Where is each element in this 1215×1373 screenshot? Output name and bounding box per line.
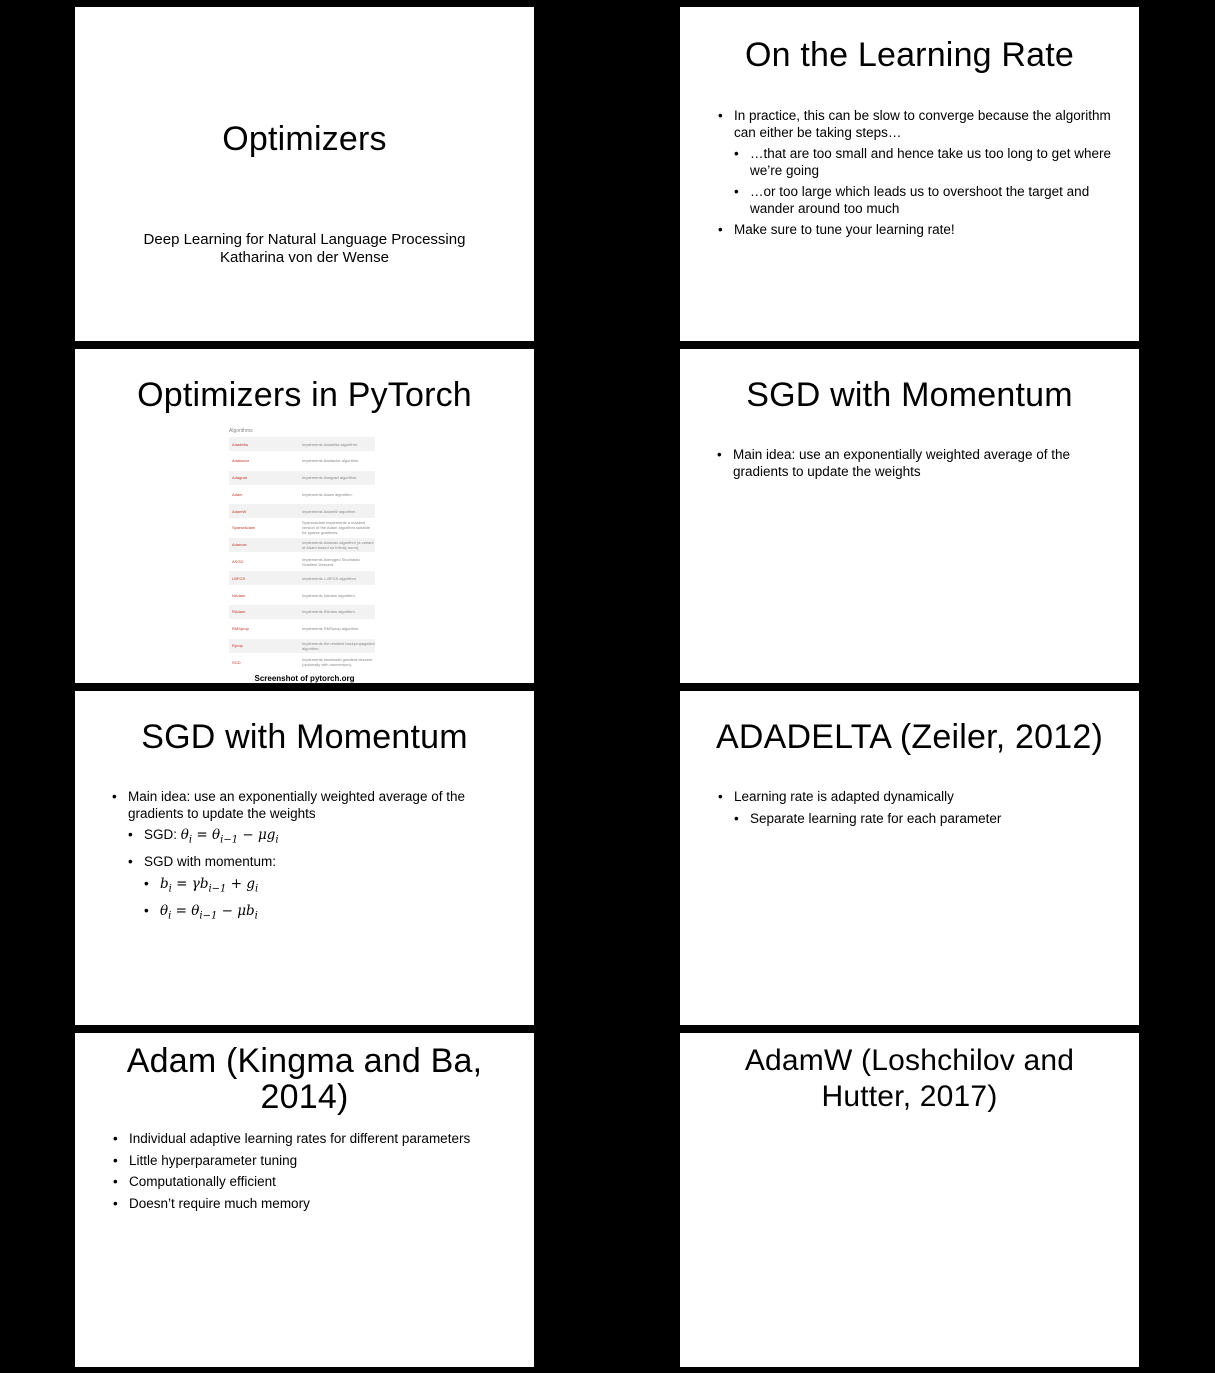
left-bar xyxy=(7,691,75,1025)
slide-content xyxy=(75,691,534,1025)
optimizer-description: Implements Adafactor algorithm. xyxy=(302,458,360,464)
table-row xyxy=(229,588,375,602)
slide-content xyxy=(680,691,1139,1025)
table-rows xyxy=(229,437,375,669)
bullet-item: • Doesn’t require much memory xyxy=(113,1196,533,1213)
slide-title-line-2: Hutter, 2017) xyxy=(821,1080,998,1113)
optimizer-name: SparseAdam xyxy=(232,525,256,531)
slide-content xyxy=(75,7,534,341)
slide-thumbnail-5[interactable] xyxy=(7,691,604,1025)
optimizer-description: Implements NAdam algorithm. xyxy=(302,592,356,598)
table-row xyxy=(229,571,375,585)
optimizer-description: Implements RAdam algorithm. xyxy=(302,609,356,615)
table-row xyxy=(229,639,375,653)
right-bar xyxy=(1139,691,1209,1025)
slide-title: ADADELTA (Zeiler, 2012) xyxy=(716,718,1103,756)
optimizer-description: Implements stochastic gradient descent (optionally with momentum). xyxy=(302,657,373,668)
optimizer-name: NAdam xyxy=(232,592,246,598)
left-bar xyxy=(7,1033,75,1367)
right-bar xyxy=(1139,1033,1209,1367)
slide-content xyxy=(680,1033,1139,1367)
slide-content xyxy=(75,349,534,683)
optimizer-description: Implements RMSprop algorithm. xyxy=(302,626,360,632)
table-row xyxy=(229,454,375,468)
slide-content xyxy=(680,7,1139,341)
table-row xyxy=(229,538,375,552)
bullet-item: • Computationally efficient xyxy=(113,1174,533,1191)
slide-thumbnail-4[interactable] xyxy=(612,349,1209,683)
left-bar xyxy=(612,691,680,1025)
optimizer-name: Adagrad xyxy=(232,475,248,481)
slide-title-line-1: Adam (Kingma and Ba, xyxy=(126,1042,483,1080)
left-bar xyxy=(612,7,680,341)
slide-title: SGD with Momentum xyxy=(746,376,1073,414)
table-row xyxy=(229,471,375,485)
table-row xyxy=(229,555,375,569)
optimizer-name: LBFGS xyxy=(232,575,246,581)
right-bar xyxy=(534,1033,604,1367)
bullet-item: • SGD with momentum: xyxy=(128,854,492,871)
bullet-item: • Main idea: use an exponentially weighted average of the gradients to update the weights xyxy=(112,789,492,822)
table-row xyxy=(229,605,375,619)
table-heading: Algorithms xyxy=(229,428,253,434)
optimizer-description: Implements Averaged Stochastic Gradient Descent. xyxy=(302,556,361,567)
slide-thumbnail-3[interactable] xyxy=(7,349,604,683)
table-row xyxy=(229,655,375,669)
sgd-label: SGD: xyxy=(144,827,178,842)
author-name: Katharina von der Wense xyxy=(220,249,389,266)
slide-content xyxy=(680,349,1139,683)
left-bar xyxy=(612,349,680,683)
bullet-list xyxy=(718,108,1128,244)
bullet-item-sgd xyxy=(128,827,492,849)
bullet-list xyxy=(717,447,1097,485)
optimizer-name: Rprop xyxy=(232,643,243,649)
slide-thumbnail-2[interactable] xyxy=(612,7,1209,341)
slide-thumbnail-1[interactable] xyxy=(7,7,604,341)
optimizer-name: AdamW xyxy=(232,508,247,514)
slide-content xyxy=(75,1033,534,1367)
bullet-item: • Learning rate is adapted dynamically xyxy=(718,789,1118,806)
slide-thumbnail-8[interactable] xyxy=(612,1033,1209,1367)
optimizer-name: Adafactor xyxy=(232,458,250,464)
right-bar xyxy=(534,7,604,341)
slide-title: On the Learning Rate xyxy=(744,36,1075,74)
right-bar xyxy=(534,349,604,683)
optimizer-description: Implements the resilient backpropagation algorithm. xyxy=(302,640,375,651)
table-row xyxy=(229,437,375,451)
bullet-list xyxy=(718,789,1118,832)
momentum-formula-2: • $\theta_i = \theta_{i-1} - \mu b_i$ xyxy=(144,903,492,925)
optimizer-description: Implements Adadelta algorithm. xyxy=(302,441,359,447)
pytorch-screenshot xyxy=(229,429,375,672)
slide-thumbnail-6[interactable] xyxy=(612,691,1209,1025)
right-bar xyxy=(1139,349,1209,683)
bullet-list xyxy=(112,789,492,930)
slide-title-line-2: 2014) xyxy=(260,1078,349,1116)
bullet-item: • …or too large which leads us to overshoot the target and wander around too much xyxy=(734,184,1128,217)
optimizer-name: RAdam xyxy=(232,609,246,615)
optimizer-name: Adamax xyxy=(232,542,247,548)
bullet-item: • Individual adaptive learning rates for different parameters xyxy=(113,1131,533,1148)
right-bar xyxy=(534,691,604,1025)
optimizer-name: Adadelta xyxy=(232,441,248,447)
bullet-item: • Separate learning rate for each parameter xyxy=(734,811,1118,828)
optimizer-name: Adam xyxy=(232,491,243,497)
slide-title: Optimizers in PyTorch xyxy=(137,376,472,414)
table-row xyxy=(229,521,375,535)
left-bar xyxy=(612,1033,680,1367)
bullet-item: • In practice, this can be slow to converge because the algorithm can either be taking steps… xyxy=(718,108,1128,141)
bullet-list xyxy=(113,1131,533,1217)
optimizer-description: Implements Adamax algorithm (a variant of Adam based on infinity norm). xyxy=(302,539,374,550)
optimizer-name: SGD xyxy=(232,659,241,665)
bullet-item: • …that are too small and hence take us too long to get where we’re going xyxy=(734,146,1128,179)
table-row xyxy=(229,504,375,518)
course-name: Deep Learning for Natural Language Processing xyxy=(143,231,466,248)
right-bar xyxy=(1139,7,1209,341)
optimizer-description: Implements AdamW algorithm. xyxy=(302,508,357,514)
slide-thumbnail-7[interactable] xyxy=(7,1033,604,1367)
sgd-formula: $\theta_i = \theta_{i-1} - \mu g_i$ xyxy=(180,827,279,846)
optimizer-name: RMSprop xyxy=(232,626,249,632)
optimizer-description: Implements Adam algorithm. xyxy=(302,491,353,497)
slide-title: SGD with Momentum xyxy=(141,718,468,756)
bullet-item: • Little hyperparameter tuning xyxy=(113,1153,533,1170)
optimizer-description: SparseAdam implements a masked version of the Adam algorithm suitable for sparse gradients. xyxy=(302,520,370,536)
left-bar xyxy=(7,349,75,683)
bullet-item: • Main idea: use an exponentially weighted average of the gradients to update the weights xyxy=(717,447,1097,480)
table-row xyxy=(229,487,375,501)
slide-title: Optimizers xyxy=(222,120,387,158)
slide-title-line-1: AdamW (Loshchilov and xyxy=(744,1044,1075,1077)
bullet-item: • Make sure to tune your learning rate! xyxy=(718,222,1128,239)
left-bar xyxy=(7,7,75,341)
optimizer-name: ASGD xyxy=(232,559,244,565)
momentum-formula-1: • $b_i = \gamma b_{i-1} + g_i$ xyxy=(144,876,492,898)
table-row xyxy=(229,622,375,636)
optimizer-description: Implements Adagrad algorithm. xyxy=(302,475,358,481)
optimizer-description: Implements L-BFGS algorithm. xyxy=(302,575,357,581)
screenshot-caption: Screenshot of pytorch.org xyxy=(254,674,355,683)
